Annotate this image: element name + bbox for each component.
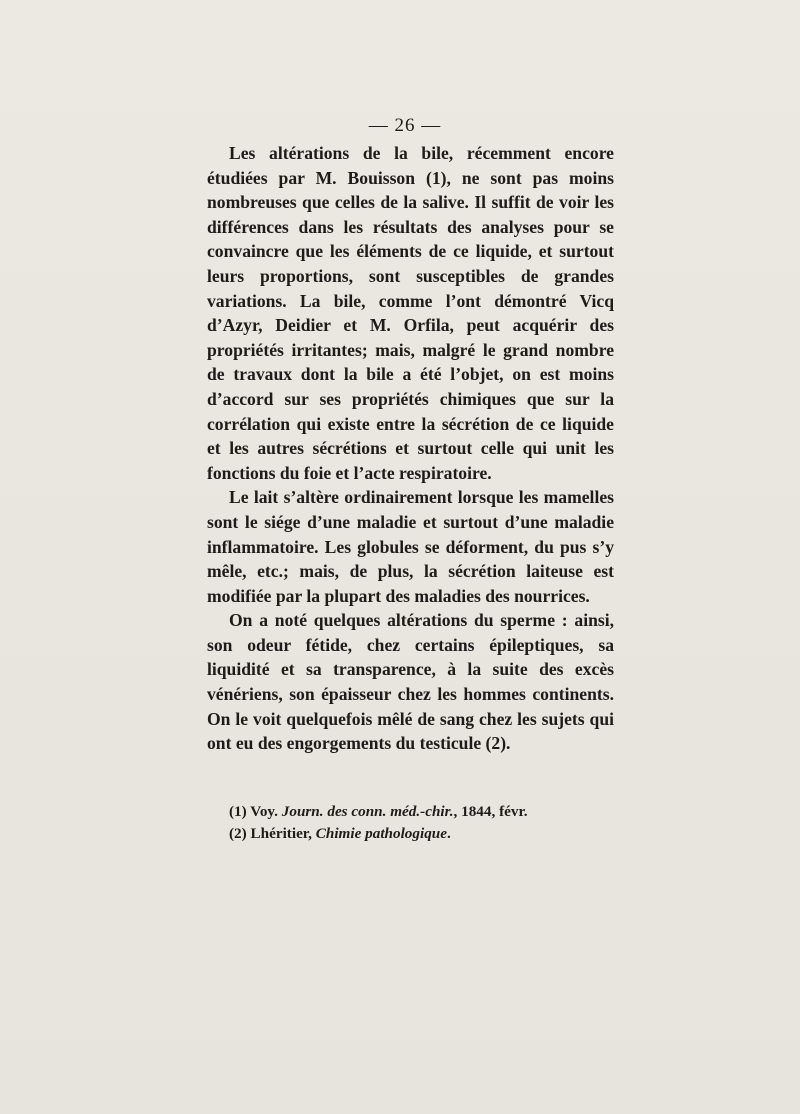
paragraph-sperm: On a noté quelques altérations du sperme : ainsi, son odeur fétide, chez certains épileptiques, sa liquidité et sa transparence, à la suite des excès vénériens, son épaisseur chez les hommes continents. On le voit quelquefois mêlé de sang chez les sujets qui ont eu des engorgements du testicule (2). — [207, 610, 614, 754]
paragraph-milk: Le lait s’altère ordinairement lorsque les mamelles sont le siége d’une maladie et surtout d’une maladie inflammatoire. Les globules se déforment, du pus s’y mêle, etc.; mais, de plus, la sécrétion laiteuse est modifiée par la plupart des maladies des nourrices. — [207, 487, 614, 606]
footnote-author: Lhéritier, — [250, 825, 312, 842]
footnote-details: . — [447, 825, 451, 842]
footnote-mark: (1) — [229, 803, 247, 820]
footnotes — [207, 801, 614, 845]
footnote-mark: (2) — [229, 825, 247, 842]
footnote-details: , 1844, févr. — [453, 803, 528, 820]
footnote-1 — [207, 801, 614, 823]
footnote-work: Journ. des conn. méd.-chir. — [281, 803, 454, 820]
page-number: — 26 — — [368, 115, 442, 136]
footnote-author: Voy. — [250, 803, 278, 820]
paragraph-bile: Les altérations de la bile, récemment encore étudiées par M. Bouisson (1), ne sont pas moins nombreuses que celles de la salive. Il suffit de voir les différences dans les résultats des analyses pour se convaincre que les éléments de ce liquide, et surtout leurs proportions, sont susceptibles de grandes variations. La bile, comme l’ont démontré Vicq d’Azyr, Deidier et M. Orfila, peut acquérir des propriétés irritantes; mais, malgré le grand nombre de travaux dont la bile a été l’objet, on est moins d’accord sur ses propriétés chimiques que sur la corrélation qui existe entre la sécrétion de ce liquide et les autres sécrétions et surtout celle qui unit les fonctions du foie et l’acte respiratoire. — [207, 143, 614, 483]
footnote-2 — [207, 823, 614, 845]
footnote-work: Chimie pathologique — [315, 825, 447, 842]
body-text — [207, 141, 614, 756]
